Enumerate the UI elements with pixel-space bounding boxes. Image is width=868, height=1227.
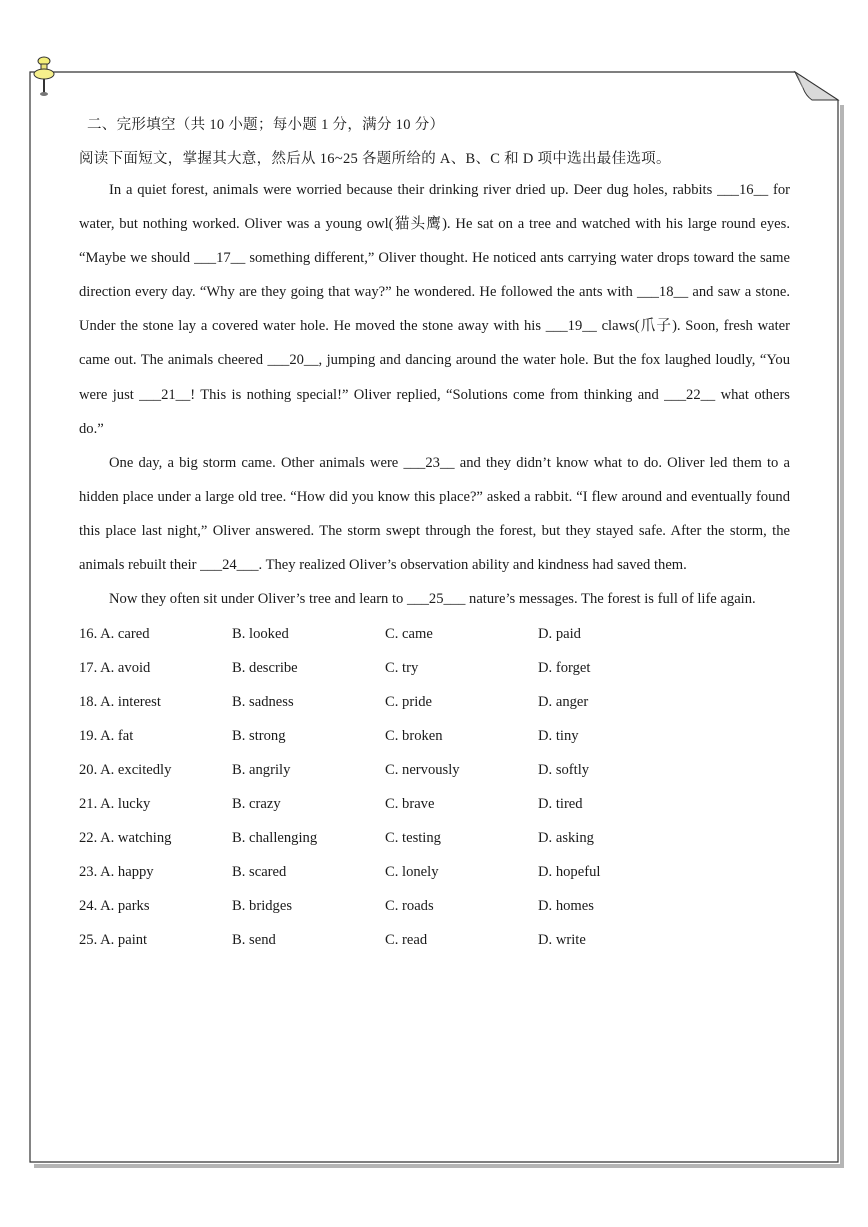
- option-c: C. testing: [385, 830, 441, 847]
- question-row-24: [79, 890, 791, 924]
- option-a: 23. A. happy: [79, 864, 154, 881]
- option-a: 17. A. avoid: [79, 659, 151, 676]
- passage-paragraph: Now they often sit under Oliver’s tree and learn to ___25___ nature’s messages. The forest is full of life again.: [109, 591, 756, 608]
- option-d: D. homes: [538, 898, 594, 915]
- option-a: 19. A. fat: [79, 727, 134, 744]
- option-d: D. softly: [538, 761, 590, 778]
- question-row-25: [79, 924, 791, 958]
- option-a: 21. A. lucky: [79, 796, 151, 813]
- option-d: D. paid: [538, 625, 581, 642]
- question-row-19: [79, 719, 791, 753]
- option-b: B. describe: [232, 659, 298, 676]
- question-row-21: [79, 787, 791, 821]
- option-b: B. sadness: [232, 693, 294, 710]
- option-c: C. roads: [385, 898, 434, 915]
- option-c: C. try: [385, 659, 419, 676]
- option-b: B. strong: [232, 727, 286, 744]
- question-row-17: [79, 651, 791, 685]
- question-row-23: [79, 856, 791, 890]
- option-c: C. read: [385, 932, 428, 949]
- option-c: C. pride: [385, 693, 433, 710]
- option-c: C. brave: [385, 796, 435, 813]
- option-b: B. scared: [232, 864, 287, 881]
- instructions: 阅读下面短文，掌握其大意，然后从 16~25 各题所给的 A、B、C 和 D 项中选出最佳选项。: [79, 151, 671, 167]
- option-c: C. broken: [385, 727, 443, 744]
- option-b: B. send: [232, 932, 276, 949]
- option-c: C. came: [385, 625, 433, 642]
- pushpin-icon: [30, 56, 58, 98]
- passage-paragraph: In a quiet forest, animals were worried because their drinking river dried up. Deer dug holes, rabbits ___16__ for water, but nothing worked. Oliver was a young owl(猫头鹰). He sat on a tree and watched with his large round eyes. “Maybe we should ___17__ something different,” Oliver thought. He noticed ants carrying water drops toward the same direction every day. “Why are they going that way?” he wondered. He followed the ants with ___18__ and saw a stone. Under the stone lay a covered water hole. He moved the stone away with his ___19__ claws(爪子). Soon, fresh water came out. The animals cheered ___20__, jumping and dancing around the water hole. But the fox laughed loudly, “You were just ___21__! This is nothing special!” Oliver replied, “Solutions come from thinking and ___22__ what others do.”: [79, 182, 790, 437]
- section-title: 二、完形填空（共 10 小题；每小题 1 分，满分 10 分）: [87, 117, 445, 133]
- option-d: D. forget: [538, 659, 591, 676]
- question-row-22: [79, 822, 791, 856]
- option-d: D. asking: [538, 830, 594, 847]
- option-d: D. hopeful: [538, 864, 601, 881]
- question-row-20: [79, 753, 791, 787]
- option-b: B. bridges: [232, 898, 292, 915]
- option-d: D. tiny: [538, 727, 579, 744]
- option-b: B. challenging: [232, 830, 318, 847]
- option-a: 16. A. cared: [79, 625, 150, 642]
- passage-paragraph: One day, a big storm came. Other animals were ___23__ and they didn’t know what to do. Oliver led them to a hidden place under a large old tree. “How did you know this place?” asked a rabbit. “I flew around and eventually found this place last night,” Oliver answered. The storm swept through the forest, but they stayed safe. After the storm, the animals rebuilt their ___24___. They realized Oliver’s observation ability and kindness had saved them.: [79, 454, 790, 574]
- question-row-18: [79, 685, 791, 719]
- option-c: C. lonely: [385, 864, 439, 881]
- option-b: B. angrily: [232, 761, 291, 778]
- option-c: C. nervously: [385, 761, 460, 778]
- question-row-16: [79, 617, 791, 651]
- option-d: D. tired: [538, 796, 583, 813]
- option-b: B. crazy: [232, 796, 281, 813]
- option-a: 25. A. paint: [79, 932, 148, 949]
- option-a: 22. A. watching: [79, 830, 172, 847]
- option-a: 24. A. parks: [79, 898, 150, 915]
- option-a: 18. A. interest: [79, 693, 161, 710]
- option-b: B. looked: [232, 625, 289, 642]
- option-d: D. anger: [538, 693, 589, 710]
- option-d: D. write: [538, 932, 586, 949]
- cloze-passage: [79, 173, 790, 616]
- option-a: 20. A. excitedly: [79, 761, 172, 778]
- answer-options: [79, 617, 791, 958]
